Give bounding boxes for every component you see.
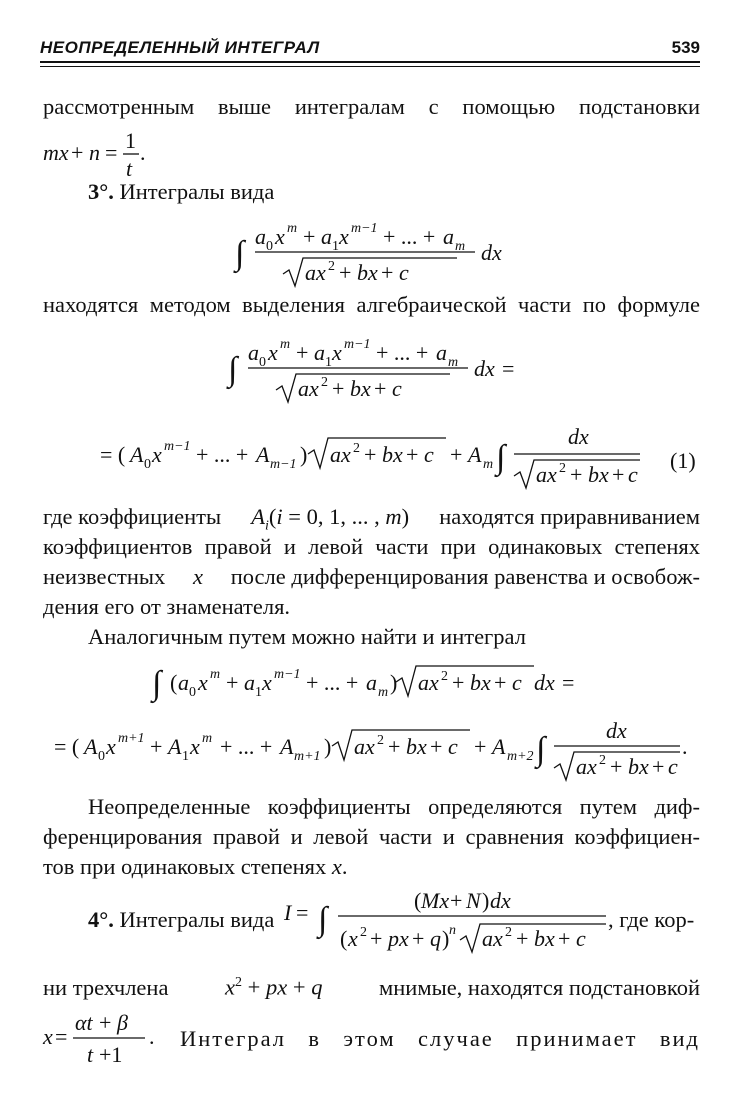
svg-text:∫: ∫ (228, 351, 238, 388)
svg-text:): ) (324, 734, 332, 759)
text-line: Неопределенные коэффициенты определяются путем диф- (88, 794, 700, 819)
svg-text:1: 1 (182, 749, 189, 764)
svg-text:c: c (392, 376, 402, 401)
svg-text:+: + (99, 1010, 112, 1035)
formula-substitution-alpha-beta (43, 1006, 173, 1072)
svg-text:1: 1 (255, 685, 262, 700)
text-fragment: ни трехчлена (43, 974, 169, 1000)
svg-text:c: c (668, 754, 678, 779)
svg-text:m−1: m−1 (344, 337, 371, 352)
svg-text:ax: ax (418, 670, 439, 695)
svg-text:1: 1 (332, 239, 339, 254)
text-line: рассмотренным выше интегралам с помощью подстановки (43, 94, 700, 119)
text-fragment: тов при одинаковых степенях (43, 854, 327, 879)
svg-text:ax: ax (330, 442, 351, 467)
inline-var-x: x (331, 854, 342, 879)
svg-text:bx: bx (382, 442, 403, 467)
text-fragment: , где кор- (608, 907, 695, 932)
svg-text:x: x (106, 734, 116, 759)
svg-text:+: + (303, 224, 316, 249)
svg-text:dx: dx (474, 356, 495, 381)
svg-text:dx: dx (534, 670, 555, 695)
svg-text:2: 2 (559, 461, 566, 476)
svg-text:): ) (482, 888, 490, 913)
svg-text:ax: ax (536, 462, 557, 487)
text-fragment: после дифференцирования равенства и освобож- (230, 564, 700, 589)
svg-text:=: = (105, 140, 118, 165)
svg-text:A: A (84, 734, 98, 759)
svg-text:=: = (502, 356, 515, 381)
svg-text:+: + (406, 442, 419, 467)
svg-text:t: t (87, 1042, 94, 1067)
svg-text:q: q (430, 926, 441, 951)
svg-text:+ ... +: + ... + (196, 442, 249, 467)
svg-text:a: a (321, 224, 332, 249)
svg-text:bx: bx (406, 734, 427, 759)
svg-text:c: c (448, 734, 458, 759)
svg-text:= (: = ( (100, 442, 126, 467)
text-line: Интеграл в этом случае принимает вид (180, 1026, 700, 1051)
svg-text:2: 2 (360, 925, 367, 940)
svg-text:c: c (424, 442, 434, 467)
svg-text:a: a (178, 670, 189, 695)
svg-text:+: + (388, 734, 401, 759)
svg-text:+: + (339, 260, 352, 285)
formula-algebraic-part (100, 422, 700, 492)
section-heading-3 (88, 181, 274, 204)
svg-text:+: + (374, 376, 387, 401)
svg-text:∫: ∫ (318, 901, 328, 938)
svg-text:x: x (332, 340, 342, 365)
inline-formula-Ai: $A_i(i = 0$, 1, ... , m) (251, 504, 410, 534)
text-line-coefficients (43, 506, 700, 534)
svg-text:+: + (452, 670, 465, 695)
svg-text:m: m (202, 731, 213, 746)
svg-text:x: x (268, 340, 278, 365)
svg-text:+ ... +: + ... + (220, 734, 273, 759)
page-number: 539 (671, 38, 700, 57)
section-number: 3°. (88, 179, 114, 204)
svg-text:a: a (314, 340, 325, 365)
svg-text:x: x (198, 670, 208, 695)
svg-text:ax: ax (354, 734, 375, 759)
svg-text:m+2: m+2 (507, 749, 534, 764)
svg-text:mx: mx (43, 140, 69, 165)
svg-text:m−1: m−1 (351, 221, 378, 236)
svg-text:+: + (370, 926, 383, 951)
svg-text:∫: ∫ (496, 439, 506, 476)
svg-text:bx: bx (534, 926, 555, 951)
svg-text:dx: dx (568, 424, 589, 449)
svg-text:x: x (348, 926, 358, 951)
svg-text:m: m (378, 685, 389, 700)
formula-integral-lhs (228, 330, 528, 406)
svg-text:n: n (89, 140, 100, 165)
svg-text:=: = (296, 900, 309, 925)
inline-formula-trinomial: $x^2$ + px + q (225, 974, 323, 1000)
svg-text:+: + (610, 754, 623, 779)
svg-text:∫: ∫ (152, 665, 162, 702)
svg-text:(: ( (340, 926, 348, 951)
svg-text:x: x (43, 1024, 53, 1049)
section-heading-4 (88, 909, 274, 932)
text-fragment: находятся приравниванием (439, 504, 700, 529)
svg-text:m: m (210, 667, 221, 682)
inline-var-x: x (192, 564, 203, 589)
svg-text:m−1: m−1 (274, 667, 301, 682)
svg-text:): ) (390, 670, 398, 695)
formula-integral-product (152, 660, 602, 710)
svg-text:c: c (512, 670, 522, 695)
svg-text:β: β (117, 1010, 128, 1035)
svg-text:bx: bx (350, 376, 371, 401)
svg-text:+: + (412, 926, 425, 951)
svg-text:ax: ax (482, 926, 503, 951)
svg-text:+: + (332, 376, 345, 401)
svg-text:+: + (71, 140, 84, 165)
svg-text:n: n (449, 923, 456, 938)
svg-text:A: A (168, 734, 182, 759)
svg-text:+: + (558, 926, 571, 951)
svg-text:+: + (516, 926, 529, 951)
svg-text:(: ( (170, 670, 178, 695)
svg-text:+: + (226, 670, 239, 695)
svg-text:= (: = ( (54, 734, 80, 759)
svg-text:2: 2 (505, 925, 512, 940)
svg-text:A: A (130, 442, 144, 467)
formula-integral-polynomial-over-root (235, 214, 515, 290)
svg-text:a: a (248, 340, 259, 365)
section-title: Интегралы вида (119, 907, 275, 932)
svg-text:x: x (152, 442, 162, 467)
svg-text:+: + (296, 340, 309, 365)
svg-text:+1: +1 (99, 1042, 123, 1067)
svg-text:): ) (442, 926, 450, 951)
svg-text:0: 0 (266, 239, 273, 254)
svg-text:.: . (149, 1024, 155, 1049)
svg-text:2: 2 (328, 259, 335, 274)
text-line-trinomial (43, 976, 700, 999)
svg-text:ax: ax (576, 754, 597, 779)
svg-text:m: m (448, 355, 459, 370)
formula-integral-I (284, 886, 614, 960)
svg-text:+: + (450, 888, 463, 913)
svg-text:2: 2 (321, 375, 328, 390)
svg-text:bx: bx (588, 462, 609, 487)
svg-text:+: + (474, 734, 487, 759)
text-line: тов при одинаковых степенях x. (43, 854, 348, 879)
svg-text:ax: ax (298, 376, 319, 401)
svg-text:a: a (255, 224, 266, 249)
svg-text:c: c (628, 462, 638, 487)
svg-text:A: A (468, 442, 482, 467)
formula-product-result (54, 718, 704, 788)
svg-text:bx: bx (357, 260, 378, 285)
svg-text:=: = (55, 1024, 68, 1049)
header-rule-thin (40, 66, 700, 67)
text-line: дения его от знаменателя. (43, 594, 291, 619)
svg-text:): ) (300, 442, 308, 467)
svg-text:bx: bx (470, 670, 491, 695)
svg-text:.: . (140, 140, 146, 165)
svg-text:m−1: m−1 (270, 457, 297, 472)
svg-text:2: 2 (441, 669, 448, 684)
svg-text:+ ... +: + ... + (383, 224, 436, 249)
text-fragment: где коэффициенты (43, 504, 222, 529)
svg-text:2: 2 (377, 733, 384, 748)
svg-text:a: a (366, 670, 377, 695)
svg-text:c: c (399, 260, 409, 285)
svg-text:=: = (562, 670, 575, 695)
svg-text:bx: bx (628, 754, 649, 779)
svg-text:m: m (483, 457, 494, 472)
svg-text:(: ( (414, 888, 422, 913)
svg-text:1: 1 (125, 128, 136, 153)
svg-text:+ ... +: + ... + (376, 340, 429, 365)
svg-text:c: c (576, 926, 586, 951)
svg-text:x: x (275, 224, 285, 249)
svg-text:0: 0 (144, 457, 151, 472)
svg-text:+: + (612, 462, 625, 487)
svg-text:+: + (364, 442, 377, 467)
svg-text:a: a (443, 224, 454, 249)
equation-number: (1) (670, 448, 696, 473)
svg-text:I: I (284, 900, 292, 925)
svg-text:m+1: m+1 (118, 731, 145, 746)
text-line: ференцирования правой и левой части и сравнения коэффициен- (43, 824, 700, 849)
svg-text:m: m (455, 239, 466, 254)
svg-text:+: + (381, 260, 394, 285)
svg-text:m−1: m−1 (164, 439, 191, 454)
svg-text:m: m (287, 221, 298, 236)
text-line: находятся методом выделения алгебраической части по формуле (43, 292, 700, 317)
svg-text:+: + (570, 462, 583, 487)
svg-text:2: 2 (353, 441, 360, 456)
svg-text:x: x (339, 224, 349, 249)
svg-text:dx: dx (490, 888, 511, 913)
text-line: Аналогичным путем можно найти и интеграл (88, 624, 526, 649)
svg-text:a: a (244, 670, 255, 695)
svg-text:+: + (494, 670, 507, 695)
formula-substitution (43, 126, 173, 182)
svg-text:.: . (682, 734, 688, 759)
svg-text:+ ... +: + ... + (306, 670, 359, 695)
svg-text:ax: ax (305, 260, 326, 285)
svg-text:0: 0 (259, 355, 266, 370)
svg-text:+: + (652, 754, 665, 779)
svg-text:m+1: m+1 (294, 749, 321, 764)
svg-text:dx: dx (606, 718, 627, 743)
svg-text:px: px (388, 926, 409, 951)
svg-text:∫: ∫ (536, 731, 546, 768)
text-fragment: неизвестных (43, 564, 166, 589)
running-header-title: НЕОПРЕДЕЛЕННЫЙ ИНТЕГРАЛ (40, 38, 320, 57)
svg-text:Mx: Mx (421, 888, 450, 913)
svg-text:0: 0 (98, 749, 105, 764)
svg-text:+: + (150, 734, 163, 759)
section-number: 4°. (88, 907, 114, 932)
svg-text:N: N (466, 888, 481, 913)
svg-text:∫: ∫ (235, 235, 245, 272)
svg-text:m: m (280, 337, 291, 352)
svg-text:x: x (190, 734, 200, 759)
svg-text:A: A (492, 734, 506, 759)
svg-text:0: 0 (189, 685, 196, 700)
svg-text:αt: αt (75, 1010, 93, 1035)
svg-text:a: a (436, 340, 447, 365)
svg-text:dx: dx (481, 240, 502, 265)
text-fragment: мнимые, находятся подстановкой (379, 974, 700, 1000)
text-line: коэффициентов правой и левой части при одинаковых степенях (43, 534, 700, 559)
svg-text:+: + (450, 442, 463, 467)
svg-text:2: 2 (599, 753, 606, 768)
text-line (43, 566, 700, 589)
section-title: Интегралы вида (119, 179, 275, 204)
svg-text:A: A (256, 442, 270, 467)
svg-text:1: 1 (325, 355, 332, 370)
svg-text:t: t (126, 156, 133, 181)
header-rule-thick (40, 61, 700, 63)
svg-text:+: + (430, 734, 443, 759)
svg-text:x: x (262, 670, 272, 695)
svg-text:A: A (280, 734, 294, 759)
